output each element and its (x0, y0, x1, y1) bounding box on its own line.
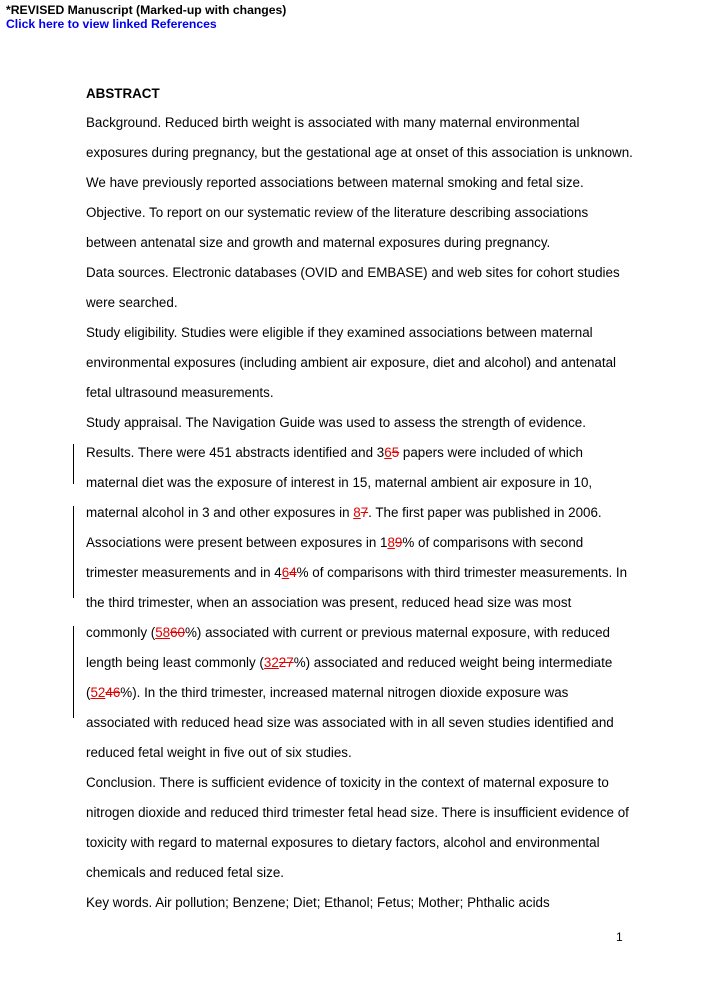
deleted-text: 27 (278, 655, 294, 670)
inserted-text: 6 (281, 565, 290, 580)
abstract-line: commonly (5860%) associated with current or previous maternal exposure, with reduced (86, 625, 610, 640)
abstract-line: Study eligibility. Studies were eligible if they examined associations between maternal (86, 325, 593, 340)
abstract-line: We have previously reported associations between maternal smoking and fetal size. (86, 175, 584, 190)
page-number: 1 (616, 930, 623, 944)
deleted-text: 60 (170, 625, 186, 640)
abstract-line: fetal ultrasound measurements. (86, 385, 274, 400)
deleted-text: 46 (105, 685, 121, 700)
abstract-line: nitrogen dioxide and reduced third trimester fetal head size. There is insufficient evidence of (86, 805, 629, 820)
abstract-line: reduced fetal weight in five out of six studies. (86, 745, 352, 760)
abstract-line: toxicity with regard to maternal exposures to dietary factors, alcohol and environmental (86, 835, 600, 850)
deleted-text: 4 (289, 565, 297, 580)
inserted-text: 52 (90, 685, 106, 700)
abstract-line: Study appraisal. The Navigation Guide was used to assess the strength of evidence. (86, 415, 586, 430)
change-bar (73, 506, 74, 598)
abstract-line: length being least commonly (3227%) associated and reduced weight being intermediate (86, 655, 613, 670)
deleted-text: 5 (391, 445, 400, 460)
inserted-text: 6 (384, 445, 392, 460)
abstract-line: environmental exposures (including ambient air exposure, diet and alcohol) and antenatal (86, 355, 617, 370)
abstract-line: chemicals and reduced fetal size. (86, 865, 284, 880)
change-bar (73, 444, 74, 484)
inserted-text: 58 (155, 625, 171, 640)
deleted-text: 7 (360, 505, 369, 520)
abstract-line: Objective. To report on our systematic review of the literature describing associations (86, 205, 589, 220)
abstract-line: Conclusion. There is sufficient evidence of toxicity in the context of maternal exposure to (86, 775, 609, 790)
inserted-text: 32 (263, 655, 279, 670)
abstract-line: maternal alcohol in 3 and other exposures in 87. The first paper was published in 2006. (86, 505, 602, 520)
deleted-text: 9 (394, 535, 403, 550)
change-bar (73, 626, 74, 718)
abstract-title: ABSTRACT (86, 86, 160, 101)
abstract-line: were searched. (86, 295, 178, 310)
abstract-line: maternal diet was the exposure of interest in 15, maternal ambient air exposure in 10, (86, 475, 593, 490)
abstract-line: Data sources. Electronic databases (OVID and EMBASE) and web sites for cohort studies (86, 265, 620, 280)
abstract-line: Associations were present between exposures in 189% of comparisons with second (86, 535, 584, 550)
abstract-line: exposures during pregnancy, but the gestational age at onset of this association is unknown. (86, 145, 633, 160)
inserted-text: 8 (353, 505, 361, 520)
abstract-line: associated with reduced head size was associated with in all seven studies identified and (86, 715, 614, 730)
abstract-line: the third trimester, when an association was present, reduced head size was most (86, 595, 572, 610)
abstract-line: (5246%). In the third trimester, increased maternal nitrogen dioxide exposure was (86, 685, 569, 700)
abstract-line: Results. There were 451 abstracts identified and 365 papers were included of which (86, 445, 584, 460)
linked-references-link[interactable]: Click here to view linked References (6, 17, 217, 31)
inserted-text: 8 (387, 535, 395, 550)
abstract-line: between antenatal size and growth and maternal exposures during pregnancy. (86, 235, 551, 250)
abstract-line: trimester measurements and in 464% of comparisons with third trimester measurements. In (86, 565, 628, 580)
abstract-line: Key words. Air pollution; Benzene; Diet; Ethanol; Fetus; Mother; Phthalic acids (86, 895, 550, 910)
abstract-line: Background. Reduced birth weight is associated with many maternal environmental (86, 115, 580, 130)
manuscript-label: *REVISED Manuscript (Marked-up with changes) (6, 3, 287, 17)
